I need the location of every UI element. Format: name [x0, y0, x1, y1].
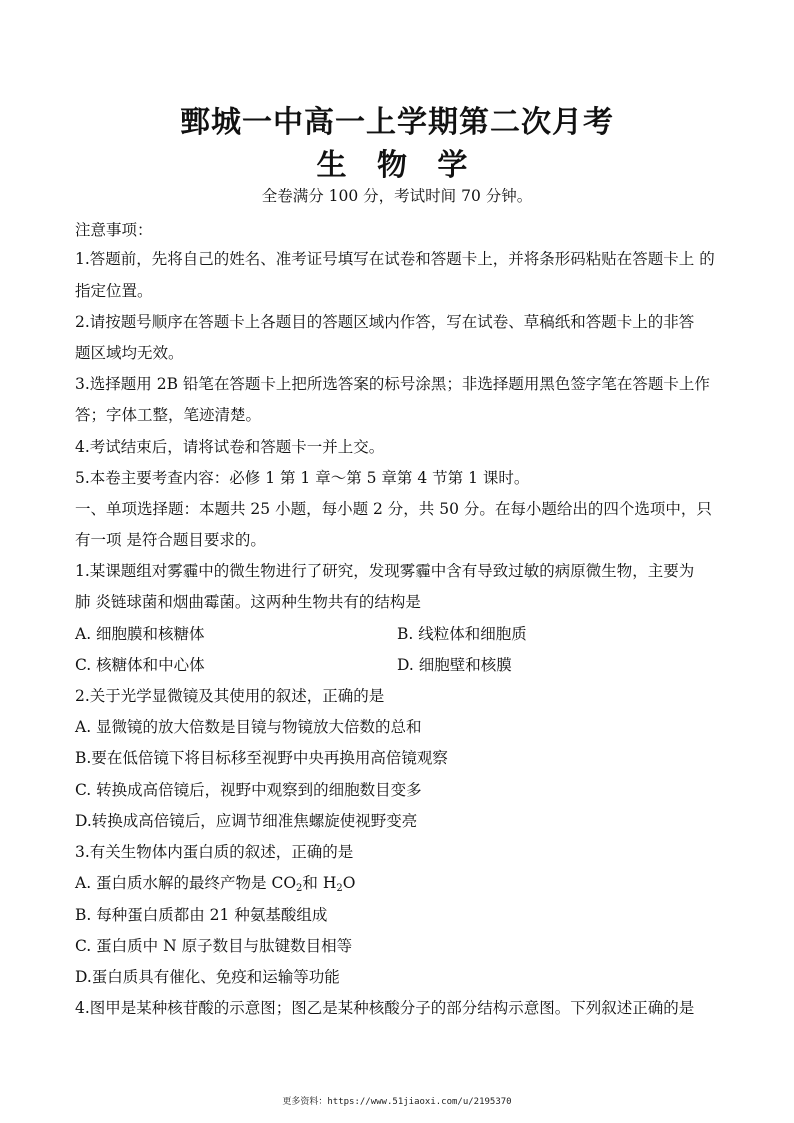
notice-line: 指定位置。	[75, 282, 153, 300]
question-2-stem: 2.关于光学显微镜及其使用的叙述，正确的是	[75, 687, 385, 705]
notice-line: 题区域均无效。	[75, 344, 184, 362]
question-2-option-b: B.要在低倍镜下将目标移至视野中央再换用高倍镜观察	[75, 749, 448, 767]
notice-line: 5.本卷主要考查内容：必修 1 第 1 章～第 5 章第 4 节第 1 课时。	[75, 469, 530, 487]
subscript: 2	[296, 883, 303, 894]
subject-title: 生 物 学	[316, 148, 478, 183]
question-3-option-c: C. 蛋白质中 N 原子数目与肽键数目相等	[75, 937, 353, 955]
question-1-stem: 1.某课题组对雾霾中的微生物进行了研究，发现雾霾中含有导致过敏的病原微生物，主要为	[75, 562, 695, 580]
question-1-stem: 肺 炎链球菌和烟曲霉菌。这两种生物共有的结构是	[75, 593, 421, 611]
notice-line: 4.考试结束后，请将试卷和答题卡一并上交。	[75, 438, 385, 456]
question-3-stem: 3.有关生物体内蛋白质的叙述，正确的是	[75, 843, 354, 861]
section-instructions: 一、单项选择题：本题共 25 小题，每小题 2 分，共 50 分。在每小题给出的四个选项中，只	[75, 500, 712, 518]
notice-line: 1.答题前，先将自己的姓名、准考证号填写在试卷和答题卡上，并将条形码粘贴在答题卡上 的	[75, 250, 715, 268]
section-instructions: 有一项 是符合题目要求的。	[75, 531, 266, 549]
question-1-option-c: C. 核糖体和中心体	[75, 656, 205, 674]
question-2-option-a: A. 显微镜的放大倍数是目镜与物镜放大倍数的总和	[75, 718, 422, 736]
option-text: O	[342, 874, 356, 892]
question-3-option-d: D.蛋白质具有催化、免疫和运输等功能	[75, 968, 340, 986]
notice-line: 3.选择题用 2B 铅笔在答题卡上把所选答案的标号涂黑；非选择题用黑色签字笔在答题卡上作	[75, 375, 710, 393]
question-3-option-a	[75, 873, 355, 893]
question-2-option-d: D.转换成高倍镜后，应调节细准焦螺旋使视野变亮	[75, 812, 418, 830]
question-1-option-b: B. 线粒体和细胞质	[397, 625, 527, 643]
question-2-option-c: C. 转换成高倍镜后，视野中观察到的细胞数目变多	[75, 781, 422, 799]
footer-link[interactable]: 更多资料：https://www.51jiaoxi.com/u/2195370	[282, 1097, 512, 1107]
question-4-stem: 4.图甲是某种核苷酸的示意图；图乙是某种核酸分子的部分结构示意图。下列叙述正确的是	[75, 999, 695, 1017]
option-text: 和 H	[302, 874, 337, 892]
exam-info: 全卷满分 100 分，考试时间 70 分钟。	[261, 187, 533, 205]
option-text: A. 蛋白质水解的最终产物是 CO	[75, 874, 297, 892]
notice-line: 答；字体工整，笔迹清楚。	[75, 406, 262, 424]
question-1-option-d: D. 细胞壁和核膜	[397, 656, 512, 674]
exam-title: 鄄城一中高一上学期第二次月考	[180, 105, 614, 140]
question-1-option-a: A. 细胞膜和核糖体	[75, 625, 205, 643]
notice-line: 2.请按题号顺序在答题卡上各题目的答题区域内作答，写在试卷、草稿纸和答题卡上的非答	[75, 313, 695, 331]
notice-heading: 注意事项：	[75, 221, 153, 239]
subscript: 2	[336, 883, 343, 894]
question-3-option-b: B. 每种蛋白质都由 21 种氨基酸组成	[75, 906, 328, 924]
